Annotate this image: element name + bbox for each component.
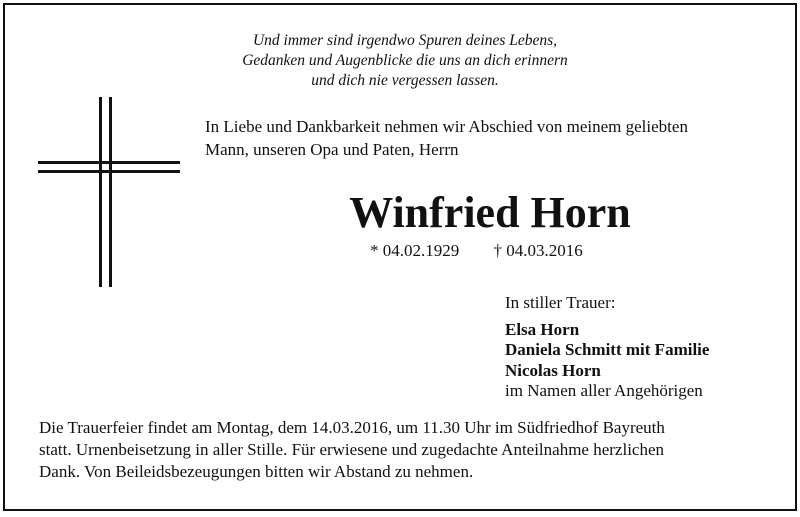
verse-line: und dich nie vergessen lassen. — [311, 72, 499, 89]
obituary-notice — [3, 3, 797, 511]
memorial-verse — [195, 31, 615, 91]
mourning-lead: In stiller Trauer: — [505, 293, 616, 312]
mourner-name: Daniela Schmitt mit Familie — [505, 340, 710, 359]
birth-date: * 04.02.1929 — [370, 241, 460, 260]
ceremony-line: Dank. Von Beileidsbezeugungen bitten wir Abstand zu nehmen. — [39, 462, 474, 481]
intro-line: In Liebe und Dankbarkeit nehmen wir Abschied von meinem geliebten — [205, 117, 688, 136]
verse-line: Und immer sind irgendwo Spuren deines Lebens, — [252, 32, 558, 49]
farewell-intro — [205, 115, 785, 161]
ceremony-line: statt. Urnenbeisetzung in aller Stille. Für erwiesene und zugedachte Anteilnahme herzlichen — [39, 440, 665, 459]
verse-line: Gedanken und Augenblicke die uns an dich erinnern — [242, 52, 568, 69]
mourning-closing: im Namen aller Angehörigen — [505, 381, 703, 400]
intro-line: Mann, unseren Opa und Paten, Herrn — [205, 140, 459, 159]
death-date: † 04.03.2016 — [493, 241, 583, 260]
mourner-name: Elsa Horn — [505, 319, 580, 339]
life-dates — [370, 240, 670, 262]
ceremony-details — [39, 417, 784, 483]
mourners-block — [505, 293, 785, 402]
double-line-cross-icon — [33, 97, 183, 287]
ceremony-line: Die Trauerfeier findet am Montag, dem 14.03.2016, um 11.30 Uhr im Südfriedhof Bayreuth — [39, 418, 665, 437]
deceased-name: Winfried Horn — [349, 188, 631, 237]
mourner-name: Nicolas Horn — [505, 360, 601, 380]
